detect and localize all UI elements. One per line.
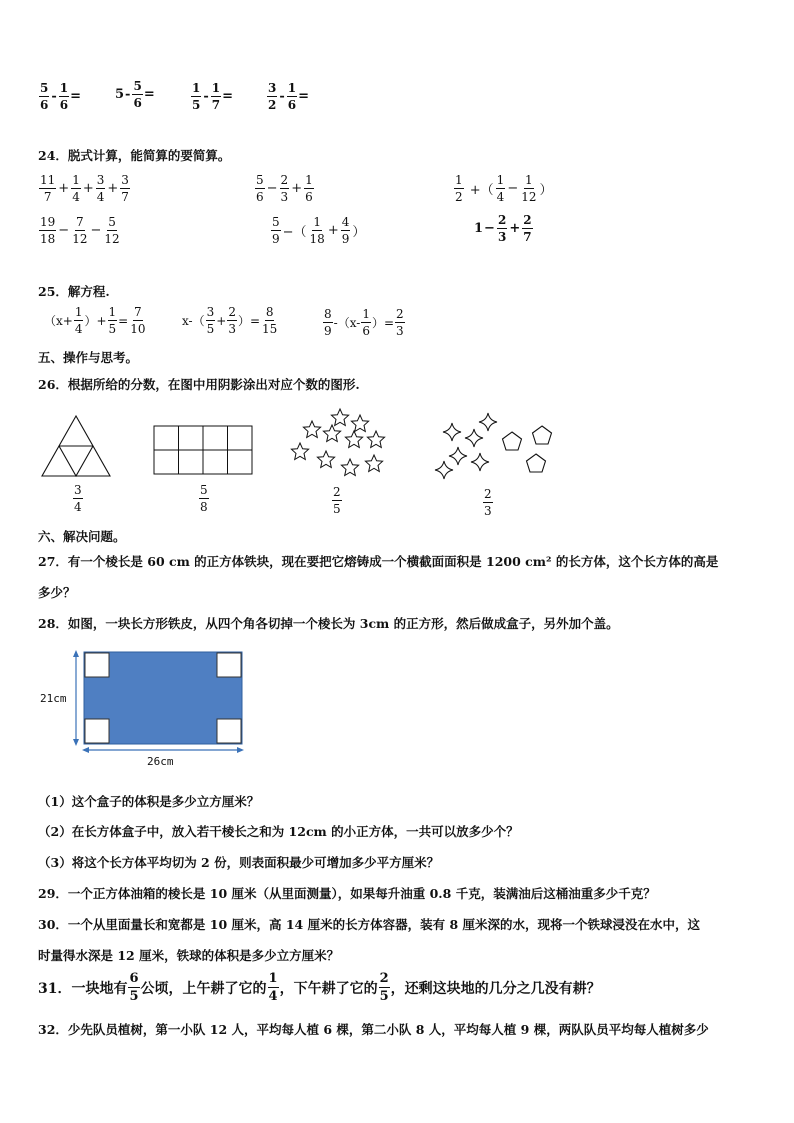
question-29: 29．一个正方体油箱的棱长是 10 厘米（从里面测量），如果每升油重 0.8 千克，装满油后这桶油重多少千克？ bbox=[38, 886, 656, 901]
numerator: 1 bbox=[362, 307, 370, 321]
q24-expr-2 bbox=[254, 172, 315, 203]
numerator: 8 bbox=[265, 305, 274, 319]
fraction bbox=[323, 308, 333, 337]
fraction bbox=[73, 484, 83, 513]
star-icon bbox=[341, 459, 358, 476]
numerator: 3 bbox=[268, 81, 277, 95]
numerator: 1 bbox=[287, 81, 297, 95]
corner-cut-bottom-left bbox=[85, 719, 109, 743]
sparkle-icon bbox=[435, 461, 453, 479]
numerator: 3 bbox=[121, 173, 129, 187]
operator: +（ bbox=[465, 183, 494, 198]
operator: − bbox=[58, 223, 70, 238]
fraction bbox=[268, 972, 279, 1003]
q24-expr-4 bbox=[38, 214, 122, 245]
question-26-title: 26．根据所给的分数，在图中用阴影涂出对应个数的图形. bbox=[38, 377, 360, 392]
numerator: 7 bbox=[76, 215, 84, 229]
question-32: 32．少先队员植树，第一小队 12 人，平均每人植 6 棵，第二小队 8 人，平均每人植 9 棵，两队队员平均每人植树多少 bbox=[38, 1022, 709, 1037]
fraction bbox=[71, 216, 88, 245]
fraction bbox=[483, 488, 493, 517]
fraction bbox=[108, 306, 118, 335]
fraction bbox=[287, 82, 297, 111]
denominator: 10 bbox=[130, 322, 146, 336]
q25-equation-1: （x+ $\frac{1}{4}$ ）+ $\frac{1}{5}$ = $\frac{7}{10}$ bbox=[44, 305, 146, 336]
question-25-title: 25．解方程. bbox=[38, 284, 110, 299]
numerator: 5 bbox=[200, 483, 208, 497]
denominator: 4 bbox=[72, 190, 80, 204]
numerator: 5 bbox=[133, 79, 142, 93]
fraction bbox=[71, 174, 81, 203]
denominator: 6 bbox=[256, 190, 264, 204]
denominator: 7 bbox=[121, 190, 129, 204]
star-icon bbox=[365, 455, 382, 472]
numerator: 3 bbox=[74, 483, 82, 497]
denominator: 4 bbox=[96, 190, 105, 204]
operator: − bbox=[90, 223, 102, 238]
numerator: 1 bbox=[313, 215, 321, 229]
fraction bbox=[206, 306, 216, 335]
pentagon-icon bbox=[527, 454, 546, 472]
numerator: 1 bbox=[74, 305, 83, 319]
fraction bbox=[39, 82, 49, 111]
q31-text: ，还剩这块地的几分之几没有耕？ bbox=[390, 980, 601, 997]
corner-cut-top-left bbox=[85, 653, 109, 677]
fraction bbox=[361, 308, 371, 337]
fraction bbox=[120, 174, 130, 203]
numerator: 2 bbox=[396, 307, 404, 321]
pentagon-icon bbox=[533, 426, 552, 444]
numerator: 1 bbox=[211, 81, 221, 95]
question-28-sub-1: （1）这个盒子的体积是多少立方厘米？ bbox=[38, 794, 260, 809]
star-icon bbox=[323, 425, 340, 442]
denominator: 5 bbox=[333, 502, 341, 516]
fraction-label-2-5 bbox=[331, 486, 343, 515]
denominator: 6 bbox=[362, 324, 370, 338]
numerator: 7 bbox=[134, 305, 142, 319]
q24-expr-3 bbox=[453, 172, 554, 203]
fraction bbox=[395, 308, 405, 337]
numerator: 2 bbox=[333, 485, 341, 499]
numerator: 1 bbox=[59, 81, 69, 95]
question-28-title: 28．如图，一块长方形铁皮，从四个角各切掉一个棱长为 3cm 的正方形，然后做成盒子，另外加个盖。 bbox=[38, 616, 619, 631]
question-24-title: 24．脱式计算，能简算的要简算。 bbox=[38, 148, 231, 163]
numerator: 19 bbox=[40, 215, 56, 229]
star-icon bbox=[367, 431, 384, 448]
whole-number: 5 bbox=[115, 87, 125, 102]
denominator: 18 bbox=[40, 232, 56, 246]
operator: + bbox=[82, 181, 94, 196]
pentagon-icon bbox=[503, 432, 522, 450]
section-5-heading: 五、操作与思考。 bbox=[38, 350, 139, 365]
denominator: 5 bbox=[379, 989, 389, 1004]
expression-3 bbox=[190, 80, 233, 111]
fraction bbox=[522, 214, 532, 243]
question-27-line-1: 27．有一个棱长是 60 cm 的正方体铁块，现在要把它熔铸成一个横截面面积是 1200 cm² 的长方体，这个长方体的高是 bbox=[38, 554, 719, 569]
denominator: 7 bbox=[211, 98, 221, 112]
denominator: 6 bbox=[133, 96, 142, 110]
denominator: 6 bbox=[287, 98, 297, 112]
denominator: 3 bbox=[484, 504, 492, 518]
denominator: 5 bbox=[206, 322, 215, 336]
equals-sign: = bbox=[70, 89, 82, 104]
sparkle-icon bbox=[443, 423, 461, 441]
q31-text: ，下午耕了它的 bbox=[279, 980, 378, 997]
fraction bbox=[191, 82, 201, 111]
star-icon bbox=[345, 431, 362, 448]
operator: + bbox=[291, 181, 303, 196]
denominator: 9 bbox=[324, 324, 332, 338]
fraction bbox=[454, 174, 464, 203]
numerator: 5 bbox=[272, 215, 280, 229]
fraction bbox=[39, 216, 56, 245]
corner-cut-bottom-right bbox=[217, 719, 241, 743]
operator: + bbox=[58, 181, 70, 196]
top-expression-row bbox=[38, 80, 81, 111]
denominator: 2 bbox=[268, 98, 277, 112]
denominator: 7 bbox=[523, 230, 532, 244]
operator: − bbox=[484, 221, 495, 236]
fraction-label-2-3 bbox=[482, 488, 494, 517]
operator: - bbox=[125, 87, 131, 102]
fraction bbox=[211, 82, 221, 111]
expression-2 bbox=[115, 80, 155, 109]
triangle-figure[interactable] bbox=[38, 412, 118, 482]
fraction bbox=[497, 214, 507, 243]
fraction bbox=[379, 972, 390, 1003]
stars-figure[interactable] bbox=[286, 404, 390, 486]
question-28-sub-3: （3）将这个长方体平均切为 2 份，则表面积最少可增加多少平方厘米？ bbox=[38, 855, 440, 870]
numerator: 5 bbox=[256, 173, 264, 187]
denominator: 15 bbox=[262, 322, 278, 336]
denominator: 2 bbox=[455, 190, 463, 204]
fraction bbox=[128, 972, 139, 1003]
denominator: 3 bbox=[280, 190, 289, 204]
operator: − bbox=[266, 181, 278, 196]
fraction bbox=[271, 216, 281, 245]
numerator: 1 bbox=[192, 81, 201, 95]
numerator: 2 bbox=[523, 213, 532, 227]
numerator: 5 bbox=[108, 215, 116, 229]
operator: ） bbox=[352, 225, 366, 240]
height-label: 21cm bbox=[40, 692, 67, 705]
numerator: 1 bbox=[268, 971, 278, 986]
fraction bbox=[103, 216, 120, 245]
operator: + bbox=[327, 223, 339, 238]
denominator: 5 bbox=[108, 322, 117, 336]
question-30-line-1: 30．一个从里面量长和宽都是 10 厘米，高 14 厘米的长方体容器，装有 8 厘米深的水，现将一个铁球浸没在水中，这 bbox=[38, 917, 700, 932]
denominator: 7 bbox=[43, 190, 52, 204]
fraction bbox=[227, 306, 237, 335]
fraction bbox=[309, 216, 326, 245]
fraction-label-5-8 bbox=[198, 484, 210, 513]
denominator: 6 bbox=[59, 98, 69, 112]
operator: - bbox=[51, 89, 57, 104]
numerator: 1 bbox=[455, 173, 463, 187]
denominator: 12 bbox=[521, 190, 537, 204]
q24-expr-1 bbox=[38, 172, 131, 203]
equals-sign: = bbox=[143, 87, 155, 102]
question-30-line-2: 时量得水深是 12 厘米，铁球的体积是多少立方厘米？ bbox=[38, 948, 340, 963]
sparkle-icon bbox=[465, 429, 483, 447]
numerator: 5 bbox=[40, 81, 49, 95]
star-icon bbox=[291, 443, 308, 460]
denominator: 9 bbox=[341, 232, 350, 246]
rectangle-grid-figure[interactable] bbox=[152, 424, 254, 476]
fraction bbox=[199, 484, 209, 513]
q24-expr-5 bbox=[270, 214, 366, 245]
fraction bbox=[255, 174, 265, 203]
numerator: 2 bbox=[228, 305, 236, 319]
numerator: 6 bbox=[129, 971, 139, 986]
sparkle-icon bbox=[479, 413, 497, 431]
fraction bbox=[39, 174, 56, 203]
numerator: 3 bbox=[96, 173, 105, 187]
equals-sign: = bbox=[298, 89, 310, 104]
star-icon bbox=[351, 415, 368, 432]
expression-1 bbox=[38, 82, 81, 111]
question-31 bbox=[38, 972, 601, 1003]
numerator: 8 bbox=[324, 307, 332, 321]
denominator: 3 bbox=[396, 324, 404, 338]
numerator: 2 bbox=[497, 213, 507, 227]
fraction bbox=[267, 82, 277, 111]
numerator: 1 bbox=[305, 173, 313, 187]
numerator: 1 bbox=[496, 173, 505, 187]
fraction bbox=[341, 216, 351, 245]
fraction bbox=[332, 486, 342, 515]
denominator: 4 bbox=[268, 989, 278, 1004]
denominator: 3 bbox=[497, 230, 507, 244]
sparkle-icon bbox=[471, 453, 489, 471]
fraction bbox=[129, 306, 146, 335]
numerator: 11 bbox=[40, 173, 56, 187]
fraction bbox=[280, 174, 290, 203]
operator: −（ bbox=[282, 225, 307, 240]
width-label: 26cm bbox=[147, 755, 174, 768]
denominator: 18 bbox=[309, 232, 325, 246]
numerator: 2 bbox=[484, 487, 492, 501]
fraction bbox=[132, 80, 142, 109]
fraction-label-3-4 bbox=[72, 484, 84, 513]
fraction bbox=[496, 174, 506, 203]
q31-text: 31．一块地有 bbox=[38, 980, 128, 997]
expression-4 bbox=[266, 80, 309, 111]
denominator: 12 bbox=[72, 232, 88, 246]
fraction bbox=[520, 174, 537, 203]
numerator: 3 bbox=[206, 305, 215, 319]
denominator: 9 bbox=[272, 232, 280, 246]
operator: + bbox=[107, 181, 119, 196]
numerator: 2 bbox=[379, 971, 389, 986]
q25-equation-3: $\frac{8}{9}$ -（x- $\frac{1}{6}$ ）= $\frac{2}{3}$ bbox=[324, 307, 404, 338]
section-6-heading: 六、解决问题。 bbox=[38, 529, 126, 544]
denominator: 4 bbox=[74, 500, 82, 514]
star-icon bbox=[331, 409, 348, 426]
numerator: 2 bbox=[280, 173, 289, 187]
denominator: 8 bbox=[200, 500, 208, 514]
q31-text: 公顷，上午耕了它的 bbox=[140, 980, 267, 997]
fraction bbox=[59, 82, 69, 111]
question-27-line-2: 多少？ bbox=[38, 585, 76, 600]
fraction bbox=[261, 306, 278, 335]
fraction bbox=[304, 174, 314, 203]
numerator: 1 bbox=[525, 173, 533, 187]
operator: - bbox=[203, 89, 209, 104]
numerator: 4 bbox=[341, 215, 350, 229]
denominator: 6 bbox=[40, 98, 49, 112]
fraction bbox=[74, 306, 84, 335]
numerator: 1 bbox=[72, 173, 80, 187]
question-28-sub-2: （2）在长方体盒子中，放入若干棱长之和为 12cm 的小正方体，一共可以放多少个？ bbox=[38, 824, 519, 839]
iron-sheet-diagram bbox=[70, 648, 250, 754]
q25-equation-2: x-（ $\frac{3}{5}$ + $\frac{2}{3}$ ）= $\frac{8}{15}$ bbox=[182, 305, 278, 336]
denominator: 12 bbox=[104, 232, 120, 246]
star-icon bbox=[303, 421, 320, 438]
fraction bbox=[96, 174, 106, 203]
corner-cut-top-right bbox=[217, 653, 241, 677]
numerator: 1 bbox=[108, 305, 117, 319]
denominator: 4 bbox=[496, 190, 505, 204]
denominator: 5 bbox=[192, 98, 201, 112]
operator: + bbox=[509, 221, 521, 236]
operator: - bbox=[279, 89, 285, 104]
denominator: 6 bbox=[305, 190, 313, 204]
q24-expr-6: 1 − $\frac{2}{3}$ + $\frac{2}{7}$ bbox=[474, 213, 532, 244]
sparkle-icon bbox=[449, 447, 467, 465]
equals-sign: = bbox=[222, 89, 234, 104]
operator: − bbox=[507, 181, 519, 196]
denominator: 4 bbox=[74, 322, 83, 336]
sparkles-pentagons-figure[interactable] bbox=[432, 410, 560, 486]
operator: ） bbox=[539, 183, 553, 198]
denominator: 3 bbox=[228, 322, 236, 336]
denominator: 5 bbox=[129, 989, 139, 1004]
star-icon bbox=[317, 451, 334, 468]
